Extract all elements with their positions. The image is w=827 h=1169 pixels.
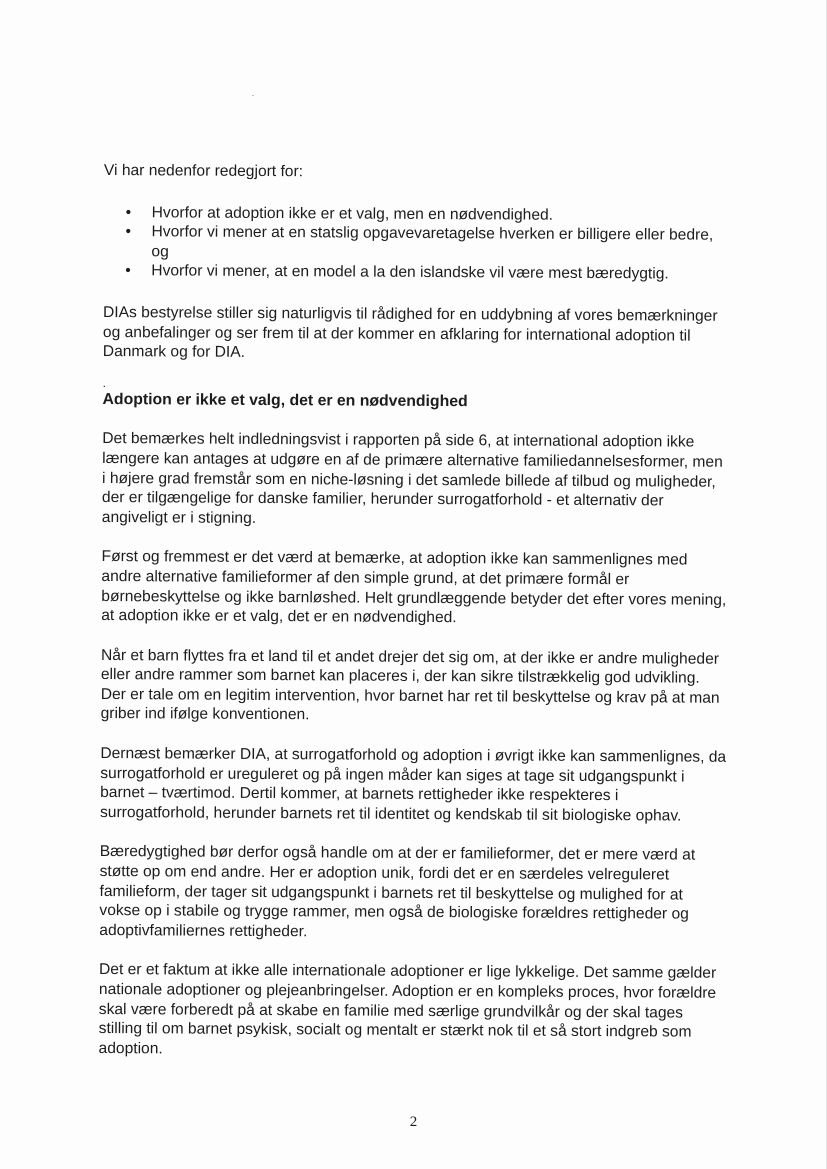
list-item xyxy=(103,261,731,284)
scan-speck xyxy=(252,95,254,96)
list-item-text: Hvorfor at adoption ikke er et valg, men en nødvendighed. xyxy=(151,203,554,224)
bullet-icon: • xyxy=(125,262,131,280)
body-paragraph: Når et barn flyttes fra et land til et andet drejer det sig om, at der ikke er andre muligheder eller andre rammer som barnet kan placeres i, der kan sikre tilstrækkelig god udvikling. Der er tale om en legitim intervention, hvor barnet har ret til beskyttelse og krav på at man griber ind ifølge konventionen. xyxy=(100,646,720,724)
body-paragraph: Bæredygtighed bør derfor også handle om at der er familieformer, det er mere værd at støtte op om end andre. Her er adoption unik, fordi det er en særdeles velreguleret familieform, der tager sit udgangspunkt i barnets ret til beskyttelse og mulighed for at vokse op i stabile og trygge rammer, men også de biologiske forældres rettigheder og adoptivfamiliernes rettigheder. xyxy=(99,843,696,941)
list-item-text: Hvorfor vi mener, at en model a la den islandske vil være mest bæredygtig. xyxy=(151,262,669,283)
list-item-text: Hvorfor vi mener at en statslig opgavevaretagelse hverken er billigere eller bedre, og xyxy=(151,223,714,261)
bullet-list xyxy=(103,203,731,285)
list-item xyxy=(103,222,731,265)
bullet-icon: • xyxy=(125,203,132,221)
bullet-icon: • xyxy=(125,223,132,241)
page-number: 2 xyxy=(409,1114,418,1130)
board-paragraph: DIAs bestyrelse stiller sig naturligvis til rådighed for en uddybning af vores bemærkninger og anbefalinger og ser frem til at der kommer en afklaring for international adoption til Danmark og for DIA. xyxy=(102,303,718,362)
body-paragraph: Det er et faktum at ikke alle internationale adoptioner er lige lykkelige. Det samme gælder nationale adoptioner og plejeanbringelser. Adoption er en kompleks proces, hvor forældre skal være forberedt på at skabe en familie med særlige grundvilkår og der skal tages stilling til om barnet psykisk, socialt og mentalt er stærkt nok til et så stort indgreb som adoption. xyxy=(98,961,717,1058)
intro-line: Vi har nedenfor redegjort for: xyxy=(103,161,304,181)
body-paragraph: Det bemærkes helt indledningsvist i rapporten på side 6, at international adoption ikke længere kan antages at udgøre en af de primære alternative familiedannelsesformer, men i højere grad fremstår som en niche-løsning i det samlede billede af tilbud og muligheder, der er tilgængelige for danske familier, herunder surrogatforhold - et alternativ der angiveligt er i stigning. xyxy=(101,430,723,527)
body-paragraph: Dernæst bemærker DIA, at surrogatforhold og adoption i øvrigt ikke kan sammenlignes, da surrogatforhold er ureguleret og på ingen måder kan siges at tage sit udgangspunkt i barnet – tværtimod. Dertil kommer, at barnets rettigheder ikke respekteres i surrogatforhold, herunder barnets ret til identitet og kendskab til sit biologiske ophav. xyxy=(99,745,727,825)
body-paragraph: Først og fremmest er det værd at bemærke, at adoption ikke kan sammenlignes med andre alternative familieformer af den simple grund, at det primære formål er børnebeskyttelse og ikke barnløshed. Helt grundlæggende betyder det efter vores mening, at adoption ikke er et valg, det er en nødvendighed. xyxy=(101,548,727,627)
section-heading: Adoption er ikke et valg, det er en nødvendighed xyxy=(102,390,468,410)
stray-mark: . xyxy=(102,375,107,390)
document-body xyxy=(98,161,732,1082)
